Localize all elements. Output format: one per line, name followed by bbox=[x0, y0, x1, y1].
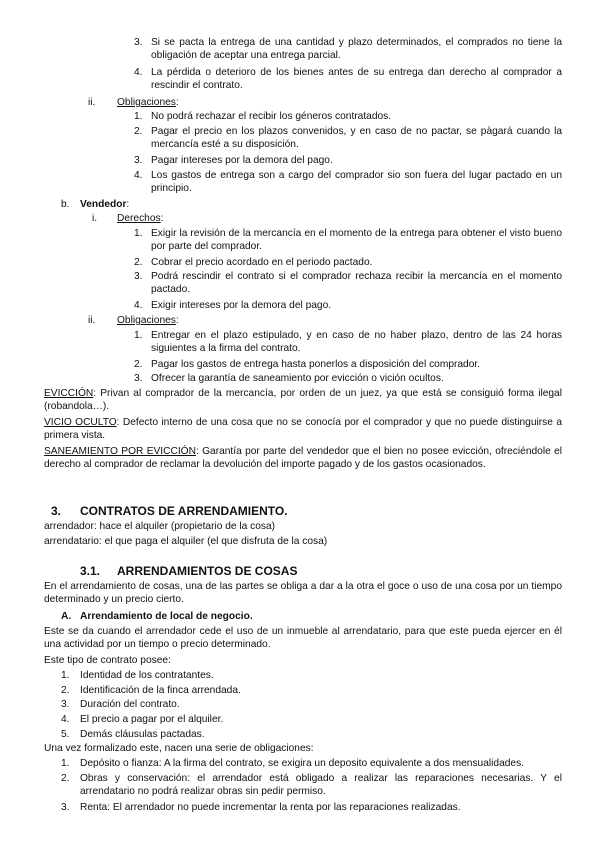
obligaciones-label: Obligaciones bbox=[117, 315, 176, 326]
definition-text: : Garantía por parte del vendedor que el bien no posee evicción, ofreciéndole el derecho al comprador de reclamar la devolución del importe pagado y de los gastos ocasionados. bbox=[44, 446, 563, 471]
derechos-label: Derechos bbox=[117, 213, 161, 224]
item-number: 4. bbox=[134, 67, 143, 78]
section-title: CONTRATOS DE ARRENDAMIENTO. bbox=[80, 504, 288, 518]
item-text: Si se pacta la entrega de una cantidad y plazo determinados, el comprados no tiene la obligación de aceptar una entrega parcial. bbox=[151, 37, 562, 62]
definition-term: SANEAMIENTO POR EVICCIÓN bbox=[44, 446, 196, 457]
section-title: ARRENDAMIENTOS DE COSAS bbox=[117, 564, 298, 578]
section-title: Arrendamiento de local de negocio. bbox=[80, 611, 253, 622]
item-text: La pérdida o deterioro de los bienes antes de su entrega dan derecho al comprador a rescindir el contrato. bbox=[151, 67, 562, 92]
definition-term: EVICCIÓN bbox=[44, 388, 94, 399]
definition-term: VICIO OCULTO bbox=[44, 417, 117, 428]
roman-marker: ii. bbox=[88, 97, 96, 108]
vendedor-label: Vendedor bbox=[80, 199, 127, 210]
definition-text: : Privan al comprador de la mercancía, por orden de un juez, ya que está se consiguió forma ilegal (robandola…). bbox=[44, 388, 562, 413]
document-page: 3. Si se pacta la entrega de una cantidad y plazo determinados, el comprados no tiene la obligación de aceptar una entrega parcial. 4. La pérdida o deterioro de los bienes antes de su entrega dan derecho al comprador a rescindir el contrato. ii. Obligaciones: 1. No podrá rechazar el recibir los géneros contratados. 2. Pagar el precio en los plazos convenidos, y en caso de no pactar, se pàgará cuando la mercancía esté a su disposición. 3. Pagar intereses por la demora del pago. 4. Los gastos de entrega son a cargo del comprador sio son fuera del lugar pactado en un principio. b. Vendedor: i. Derechos: 1. Exigir la revisión de la mercancía en el momento de la entrega para obtener el visto bueno por parte del comprador. 2. Cobrar el precio acordado en el periodo pactado. 3. Podrá rescindir el contrato si el comprador rechaza recibir la mercancía en el momento pactado. 4. Exigir intereses por la demora del pago. ii. Obligaciones: 1. Entregar en el plazo estipulado, y en caso de no haber plazo, dentro de las 24 horas siguientes a la firma del contrato. 2. Pagar los gastos de entrega hasta ponerlos a disposición del comprador. 3. Ofrecer la garantía de saneamiento por evicción o vición ocultos. EVICCIÓN: Privan al comprador de la mercancía, por orden de un juez, ya que está se consiguió forma ilegal (robandola…). VICIO OCULTO: Defecto interno de una cosa que no se conocía por el comprador y que no puede distinguirse a primera vista. SANEAMIENTO POR EVICCIÓN: Garantía por parte del vendedor que el bien no posee evicción, ofreciéndole el derecho al comprador de reclamar la devolución del importe pagado y de los gastos ocasionados. 3. CONTRATOS DE ARRENDAMIENTO. arrendador: hace el alquiler (propietario de la cosa) arrendatario: el que paga el alquiler (el que disfruta de la cosa) 3.1. ARRENDAMIENTOS DE COSAS En el arrendamiento de cosas, una de las partes se obliga a dar a la otra el goce o uso de una cosa por un tiempo determinado y un precio cierto. A. Arrendamiento de local de negocio. Este se da cuando el arrendador cede el uso de un inmueble al arrendatario, para que este pueda ejercer en él una actividad por un tiempo o precio determinado. Este tipo de contrato posee: 1. Identidad de los contratantes. 2. Identificación de la finca arrendada. 3. Duración del contrato. 4. El precio a pagar por el alquiler. 5. Demás cláusulas pactadas. Una vez formalizado este, nacen una serie de obligaciones: 1. Depósito o fianza: A la firma del contrato, se exigira un deposito equivalente a dos mensualidades. 2. Obras y conservación: el arrendador está obligado a realizar las reparaciones necesarias. Y el arrendatario no podrá realizar obras sin pedir permiso. 3. Renta: El arrendador no puede incrementar la renta por las reparaciones realizadas. bbox=[44, 37, 563, 813]
item-number: 3. bbox=[134, 37, 143, 48]
obligaciones-label: Obligaciones bbox=[117, 97, 176, 108]
definition-text: : Defecto interno de una cosa que no se conocía por el comprador y que no puede distinguirse a primera vista. bbox=[44, 417, 562, 442]
